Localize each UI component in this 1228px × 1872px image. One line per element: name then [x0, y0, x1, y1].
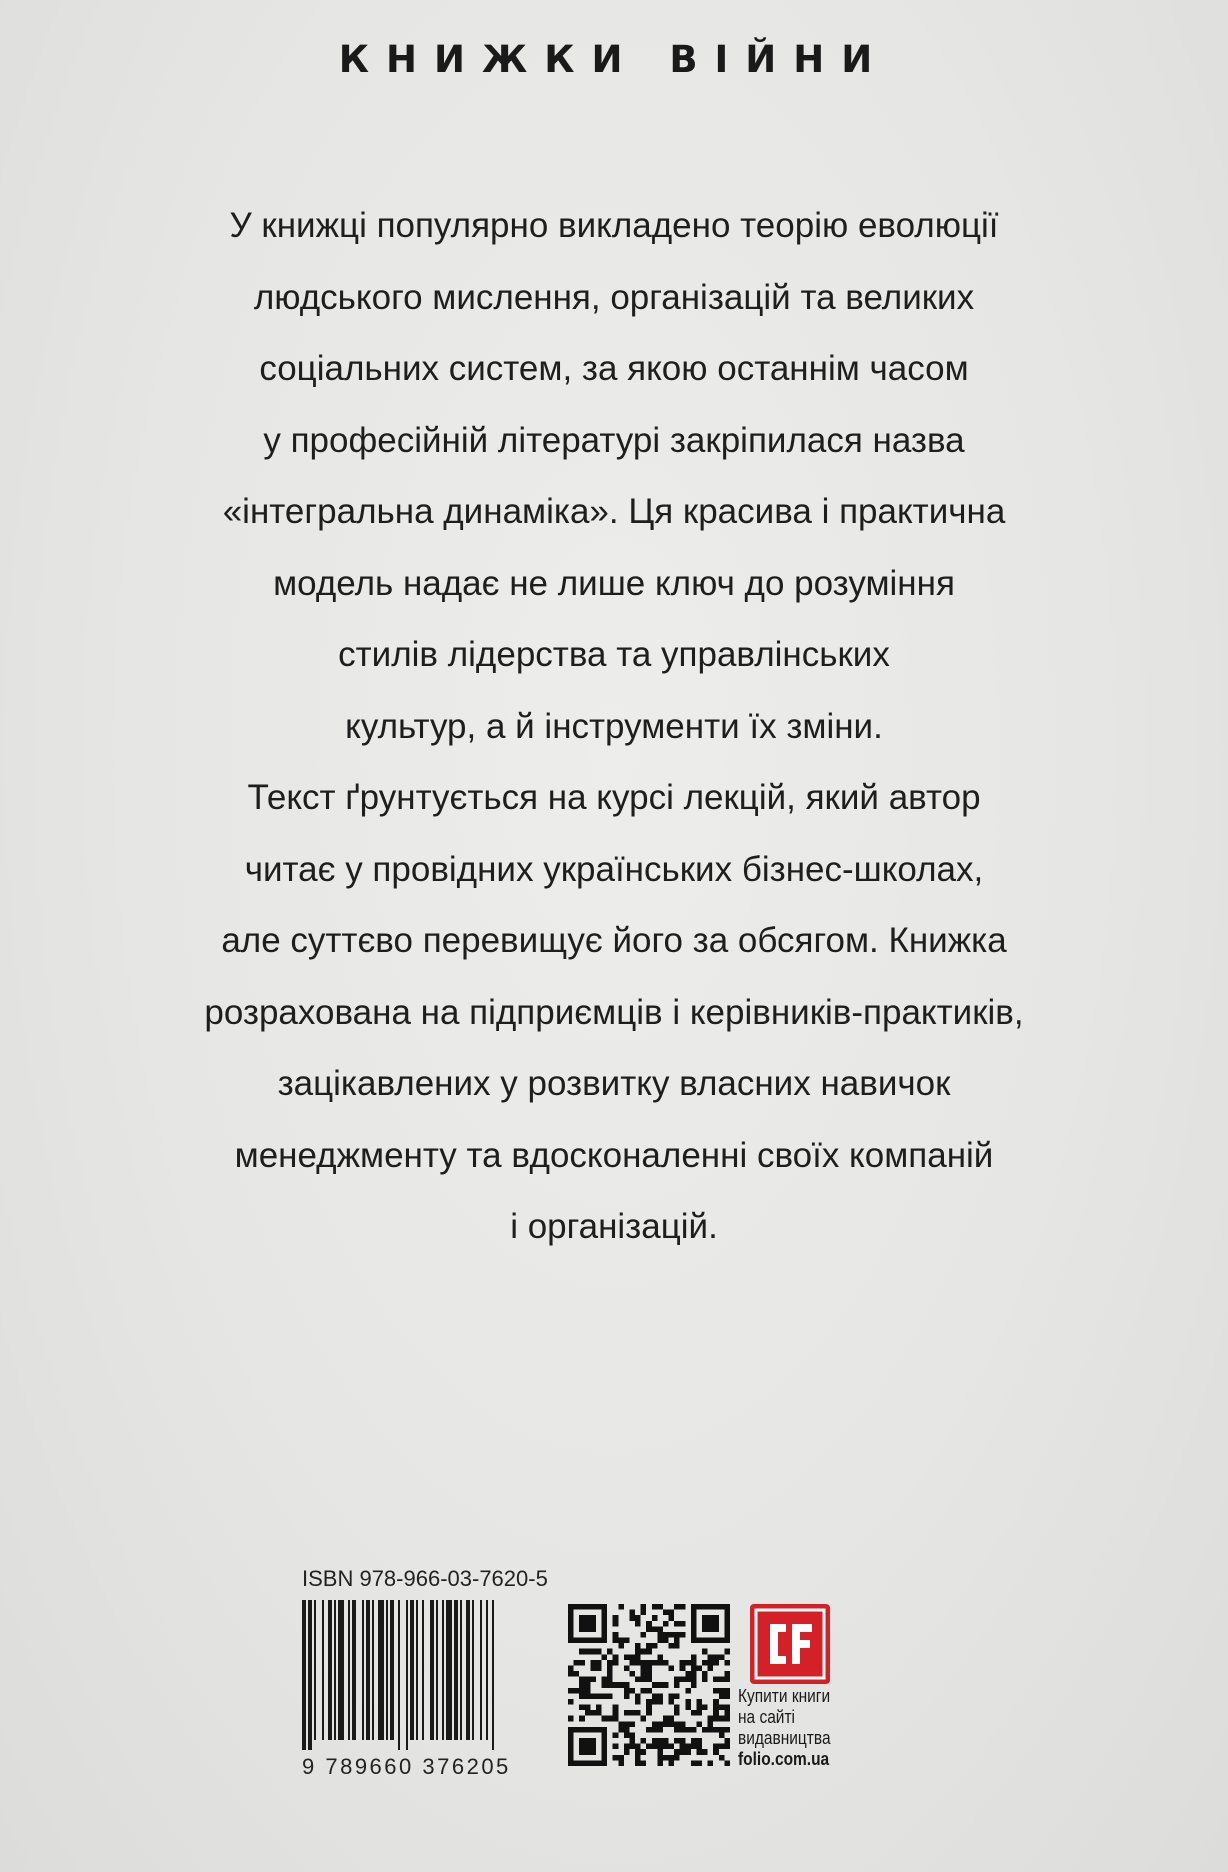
blurb-line: соціальних систем, за якою останнім часом	[259, 349, 969, 388]
publisher-logo-cf-icon	[750, 1604, 830, 1684]
buy-books-caption	[738, 1686, 850, 1770]
barcode-icon	[302, 1600, 542, 1750]
isbn-label: ISBN 978-966-03-7620-5	[302, 1566, 548, 1591]
barcode-digits: 9 789660 376205	[302, 1754, 511, 1779]
blurb-line: У книжці популярно викладено теорію еволюції	[229, 206, 999, 245]
blurb-line: розрахована на підприємців і керівників-практиків,	[204, 992, 1024, 1032]
blurb-line: «інтегральна динаміка». Ця красива і практична	[222, 492, 1006, 531]
publisher-site-link[interactable]: folio.com.ua	[738, 1749, 830, 1769]
blurb-line: і організацій.	[510, 1207, 718, 1246]
blurb-line: зацікавлених у розвитку власних навичок	[277, 1064, 951, 1103]
buy-books-line: Купити книги	[738, 1686, 831, 1706]
blurb-text	[90, 190, 1138, 1263]
buy-books-line: на сайті	[738, 1707, 795, 1727]
series-title: КНИЖКИ ВІЙНИ	[338, 38, 890, 81]
blurb-line: менеджменту та вдосконаленні своїх компаній	[234, 1135, 994, 1175]
blurb-line: модель надає не лише ключ до розуміння	[273, 563, 955, 603]
blurb-line: людського мислення, організацій та великих	[253, 277, 975, 317]
qr-code-icon	[568, 1604, 730, 1766]
buy-books-line: видавництва	[738, 1728, 831, 1748]
blurb-line: читає у провідних українських бізнес-школах,	[244, 849, 984, 889]
blurb-line: у професійній літературі закріпилася назва	[263, 420, 965, 460]
blurb-line: але суттєво перевищує його за обсягом. Книжка	[221, 921, 1007, 960]
blurb-line: стилів лідерства та управлінських	[338, 635, 890, 674]
blurb-line: культур, а й інструменти їх зміни.	[345, 706, 883, 746]
blurb-line: Текст ґрунтується на курсі лекцій, який автор	[247, 778, 981, 817]
